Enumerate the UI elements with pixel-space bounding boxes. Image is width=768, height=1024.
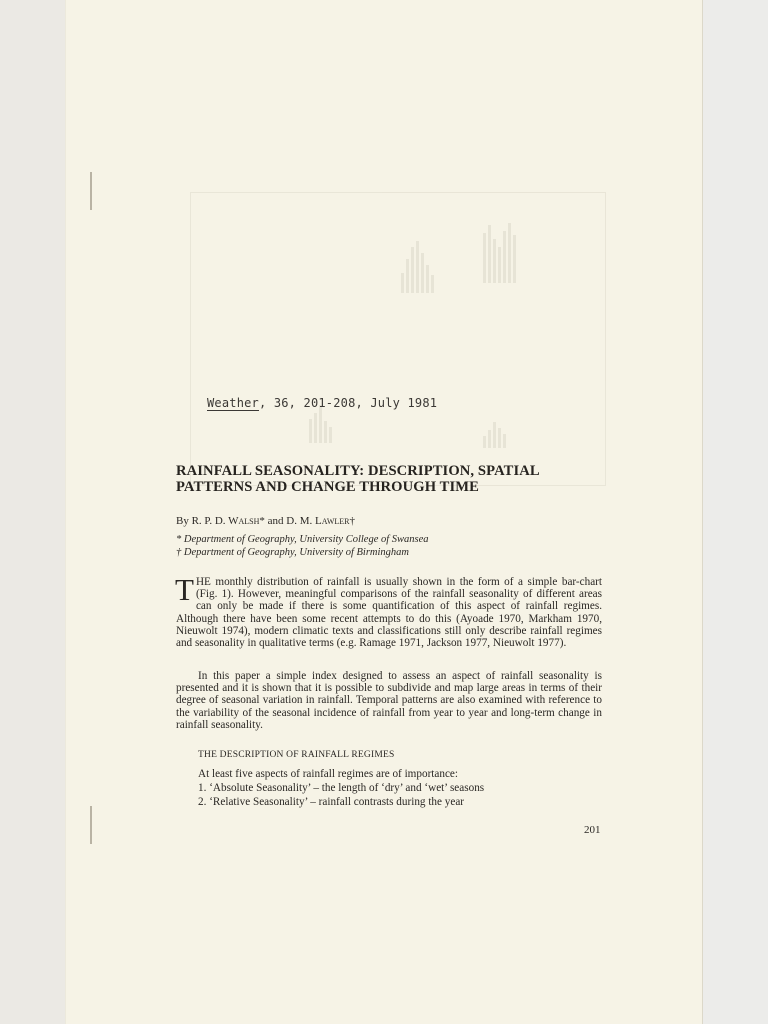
section-heading: THE DESCRIPTION OF RAINFALL REGIMES: [198, 750, 395, 760]
scan-left-margin: [0, 0, 66, 1024]
paragraph-aims: In this paper a simple index designed to assess an aspect of rainfall seasonality is presented and it is shown that it is possible to subdivide and map large areas in terms of their degree of seasonal variation in rainfall. Temporal patterns are also examined with reference to the variability of the seasonal incidence of rainfall from year to year and long-term change in rainfall seasonality.: [176, 670, 602, 731]
scan-right-margin: [702, 0, 768, 1024]
show-through-bars-a: [401, 233, 434, 293]
list-item-absolute-seasonality: 1. ‘Absolute Seasonality’ – the length of ‘dry’ and ‘wet’ seasons: [198, 782, 485, 794]
author-walsh: R. P. D. Walsh: [191, 515, 260, 527]
citation-details: , 36, 201-208, July 1981: [258, 396, 438, 410]
byline-prefix: By: [176, 515, 192, 527]
affiliation-swansea: * Department of Geography, University College of Swansea: [176, 534, 429, 545]
show-through-bars-d: [483, 388, 506, 448]
paragraph-intro-text: HE monthly distribution of rainfall is usually shown in the form of a simple bar-chart (Fig. 1). However, meaningful comparisons of the rainfall seasonality of different areas can only be made if there is some quantification of this aspect of rainfall regimes. Although there have been some recent attempts to do this (Ayoade 1970, Markham 1970, Nieuwolt 1974), modern climatic texts and classifications still only describe rainfall regimes and seasonality in qualitative terms (e.g. Ramage 1971, Jackson 1977, Nieuwolt 1977).: [176, 576, 602, 650]
article-title: RAINFALL SEASONALITY: DESCRIPTION, SPATIAL PATTERNS AND CHANGE THROUGH TIME: [176, 463, 539, 495]
drop-cap: T: [175, 572, 194, 607]
scan-edge-mark-top: [90, 172, 92, 210]
byline-dagger: †: [349, 515, 355, 527]
affiliation-birmingham: † Department of Geography, University of Birmingham: [176, 547, 410, 558]
show-through-figure: [190, 192, 606, 486]
byline-separator: * and: [259, 515, 287, 527]
author-lawler: D. M. Lawler: [286, 515, 350, 527]
scan-edge-mark-bottom: [90, 806, 92, 844]
paragraph-intro: [175, 572, 602, 650]
journal-name: Weather: [207, 396, 259, 410]
show-through-bars-b: [483, 223, 516, 283]
show-through-bars-c: [309, 383, 332, 443]
paper-page: [66, 0, 702, 1024]
page-number: 201: [584, 824, 601, 836]
byline: [176, 515, 355, 527]
journal-citation: [207, 396, 437, 410]
list-item-relative-seasonality: 2. ‘Relative Seasonality’ – rainfall contrasts during the year: [198, 796, 465, 808]
section-intro: At least five aspects of rainfall regimes are of importance:: [198, 768, 459, 780]
